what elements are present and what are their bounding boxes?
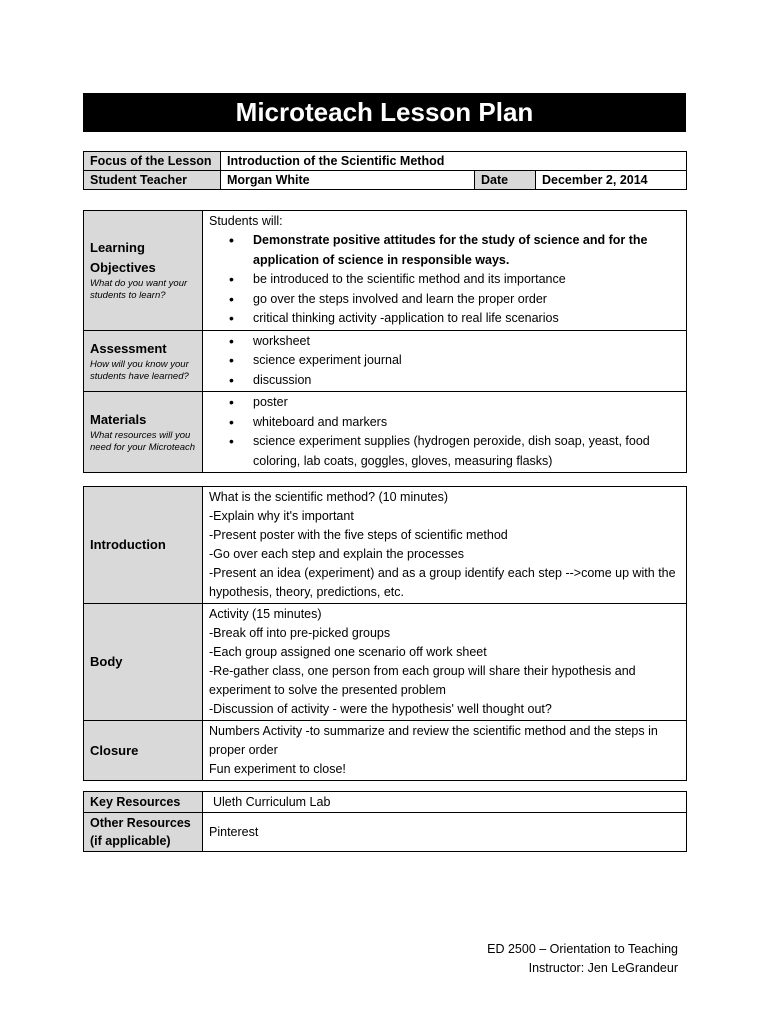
list-item: • be introduced to the scientific method and its importance (209, 270, 680, 290)
closure-line: Numbers Activity -to summarize and review the scientific method and the steps in proper order (209, 724, 658, 757)
assessment-content (203, 330, 687, 392)
introduction-label-cell (84, 487, 203, 604)
list-item: • worksheet (209, 332, 680, 352)
introduction-label: Introduction (90, 537, 166, 552)
introduction-line: -Present an idea (experiment) and as a group identify each step -->come up with the hypothesis, theory, predictions, etc. (209, 566, 676, 599)
objectives-intro: Students will: (209, 214, 283, 228)
key-resources-value: Uleth Curriculum Lab (203, 792, 687, 813)
objectives-label: Learning Objectives (90, 240, 156, 276)
resources-table (83, 791, 687, 852)
list-item: • critical thinking activity -application to real life scenarios (209, 309, 680, 329)
list-item: • Demonstrate positive attitudes for the study of science and for the application of science in responsible ways. (209, 231, 680, 270)
objectives-row (84, 211, 687, 331)
introduction-content (203, 487, 687, 604)
teacher-label: Student Teacher (84, 171, 221, 190)
closure-content (203, 721, 687, 781)
other-resources-label-note: (if applicable) (90, 834, 171, 848)
introduction-line: -Present poster with the five steps of scientific method (209, 528, 508, 542)
body-label: Body (90, 654, 123, 669)
teacher-row (84, 171, 687, 190)
focus-row (84, 152, 687, 171)
course-name: ED 2500 – Orientation to Teaching (487, 942, 678, 956)
objectives-table (83, 210, 687, 473)
date-label: Date (475, 171, 536, 190)
key-resources-label: Key Resources (84, 792, 203, 813)
assessment-label: Assessment (90, 340, 167, 356)
other-resources-value: Pinterest (203, 813, 687, 852)
introduction-line: What is the scientific method? (10 minutes) (209, 490, 448, 504)
objectives-list (209, 231, 680, 329)
materials-label: Materials (90, 412, 147, 427)
closure-line: Fun experiment to close! (209, 762, 346, 776)
closure-label-cell (84, 721, 203, 781)
body-line: -Break off into pre-picked groups (209, 626, 391, 640)
materials-label-cell (84, 392, 203, 473)
date-value: December 2, 2014 (536, 171, 687, 190)
focus-label: Focus of the Lesson (84, 152, 221, 171)
list-item: • whiteboard and markers (209, 413, 680, 433)
teacher-value: Morgan White (221, 171, 475, 190)
body-row (84, 604, 687, 721)
body-line: -Each group assigned one scenario off work sheet (209, 645, 487, 659)
materials-list (209, 393, 680, 471)
objectives-sublabel: What do you want your students to learn? (90, 278, 188, 302)
list-item: • science experiment journal (209, 351, 680, 371)
introduction-line: -Go over each step and explain the processes (209, 547, 465, 561)
assessment-sublabel: How will you know your students have learned? (90, 358, 189, 382)
page-title: Microteach Lesson Plan (83, 93, 686, 132)
objectives-label-cell (84, 211, 203, 331)
other-resources-row (84, 813, 687, 852)
assessment-row (84, 330, 687, 392)
focus-value: Introduction of the Scientific Method (221, 152, 687, 171)
lesson-header-table (83, 151, 687, 190)
body-label-cell (84, 604, 203, 721)
materials-row (84, 392, 687, 473)
body-line: -Discussion of activity - were the hypothesis' well thought out? (209, 702, 552, 716)
list-item: • poster (209, 393, 680, 413)
other-resources-label: Other Resources (90, 816, 191, 830)
body-line: Activity (15 minutes) (209, 607, 322, 621)
list-item: • discussion (209, 371, 680, 391)
materials-sublabel: What resources will you need for your Microteach (90, 430, 196, 453)
closure-row (84, 721, 687, 781)
key-resources-row (84, 792, 687, 813)
closure-label: Closure (90, 742, 139, 758)
body-content (203, 604, 687, 721)
introduction-line: -Explain why it's important (209, 509, 354, 523)
body-line: -Re-gather class, one person from each group will share their hypothesis and experiment to solve the presented problem (209, 664, 636, 697)
objectives-content (203, 211, 687, 331)
list-item: • go over the steps involved and learn the proper order (209, 290, 680, 310)
list-item: • science experiment supplies (hydrogen peroxide, dish soap, yeast, food coloring, lab coats, goggles, gloves, measuring flasks) (209, 432, 680, 471)
other-resources-label-cell (84, 813, 203, 852)
assessment-list (209, 332, 680, 391)
lesson-plan-table (83, 486, 687, 781)
instructor-name: Instructor: Jen LeGrandeur (528, 961, 678, 975)
materials-content (203, 392, 687, 473)
footer (487, 940, 678, 978)
introduction-row (84, 487, 687, 604)
assessment-label-cell (84, 330, 203, 392)
